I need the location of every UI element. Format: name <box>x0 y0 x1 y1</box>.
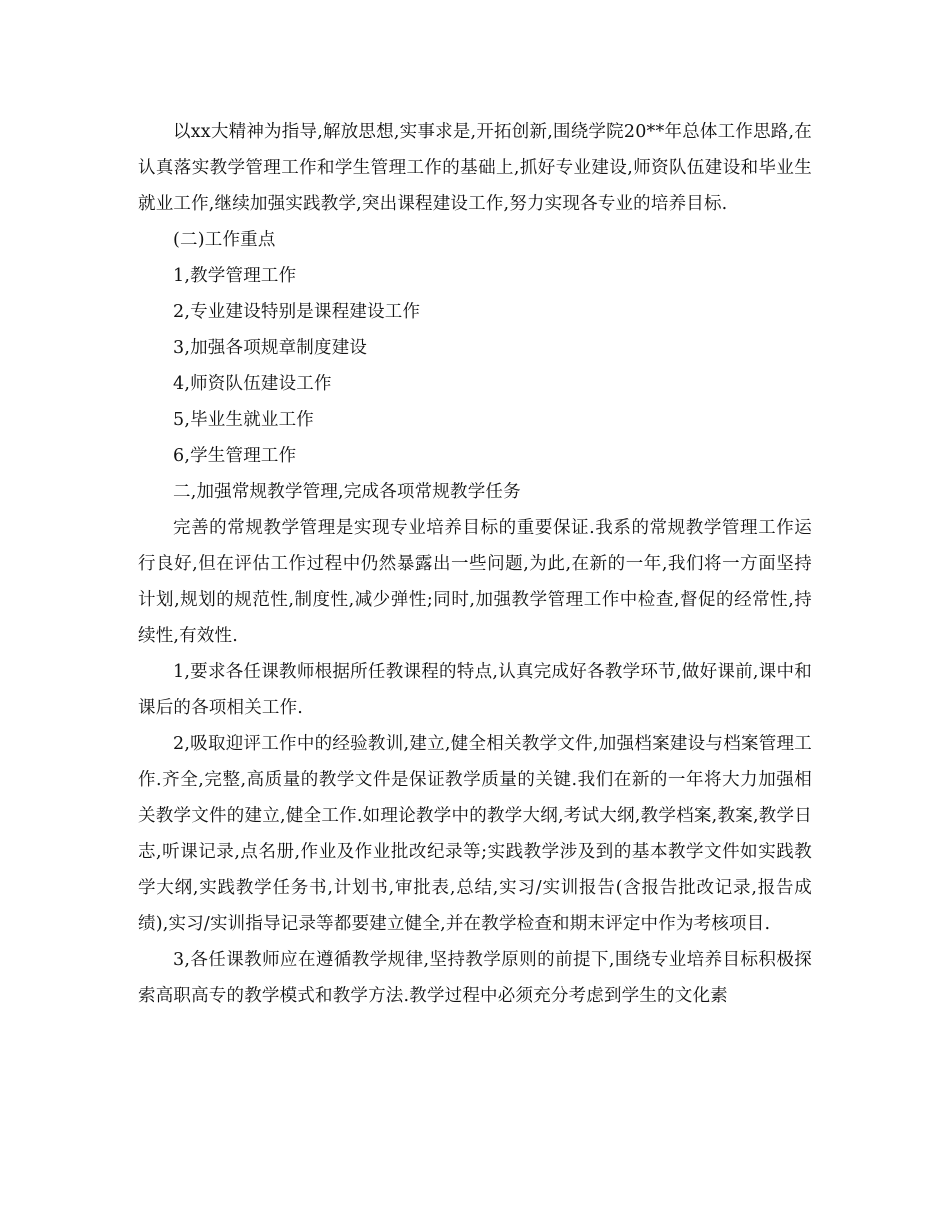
paragraph-requirement-one: 1,要求各任课教师根据所任教课程的特点,认真完成好各教学环节,做好课前,课中和课后的各项相关工作. <box>138 662 812 718</box>
document-body <box>138 114 812 1014</box>
list-item-course-construction: 2,专业建设特别是课程建设工作 <box>173 302 421 322</box>
paragraph-routine-management: 完善的常规教学管理是实现专业培养目标的重要保证.我系的常规教学管理工作运行良好,但在评估工作过程中仍然暴露出一些问题,为此,在新的一年,我们将一方面坚持计划,规划的规范性,制度性,减少弹性;同时,加强教学管理工作中检查,督促的经常性,持续性,有效性. <box>138 518 812 646</box>
paragraph-requirement-two: 2,吸取迎评工作中的经验教训,建立,健全相关教学文件,加强档案建设与档案管理工作.齐全,完整,高质量的教学文件是保证教学质量的关键.我们在新的一年将大力加强相关教学文件的建立,健全工作.如理论教学中的教学大纲,考试大纲,教学档案,教案,教学日志,听课记录,点名册,作业及作业批改纪录等;实践教学涉及到的基本教学文件如实践教学大纲,实践教学任务书,计划书,审批表,总结,实习/实训报告(含报告批改记录,报告成绩),实习/实训指导记录等都要建立健全,并在教学检查和期末评定中作为考核项目. <box>138 734 812 934</box>
list-item-rules-construction: 3,加强各项规章制度建设 <box>173 338 368 358</box>
heading-section-two: 二,加强常规教学管理,完成各项常规教学任务 <box>173 482 521 502</box>
list-item-teaching-management: 1,教学管理工作 <box>173 266 297 286</box>
heading-work-focus: (二)工作重点 <box>173 230 276 250</box>
list-item-student-management: 6,学生管理工作 <box>173 446 297 466</box>
paragraph-requirement-three: 3,各任课教师应在遵循教学规律,坚持教学原则的前提下,围绕专业培养目标积极探索高职高专的教学模式和教学方法.教学过程中必须充分考虑到学生的文化素 <box>138 950 812 1006</box>
list-item-graduate-employment: 5,毕业生就业工作 <box>173 410 314 430</box>
list-item-faculty-construction: 4,师资队伍建设工作 <box>173 374 332 394</box>
paragraph-guiding-principle: 以xx大精神为指导,解放思想,实事求是,开拓创新,围绕学院20**年总体工作思路,在认真落实教学管理工作和学生管理工作的基础上,抓好专业建设,师资队伍建设和毕业生就业工作,继续加强实践教学,突出课程建设工作,努力实现各专业的培养目标. <box>138 122 812 214</box>
